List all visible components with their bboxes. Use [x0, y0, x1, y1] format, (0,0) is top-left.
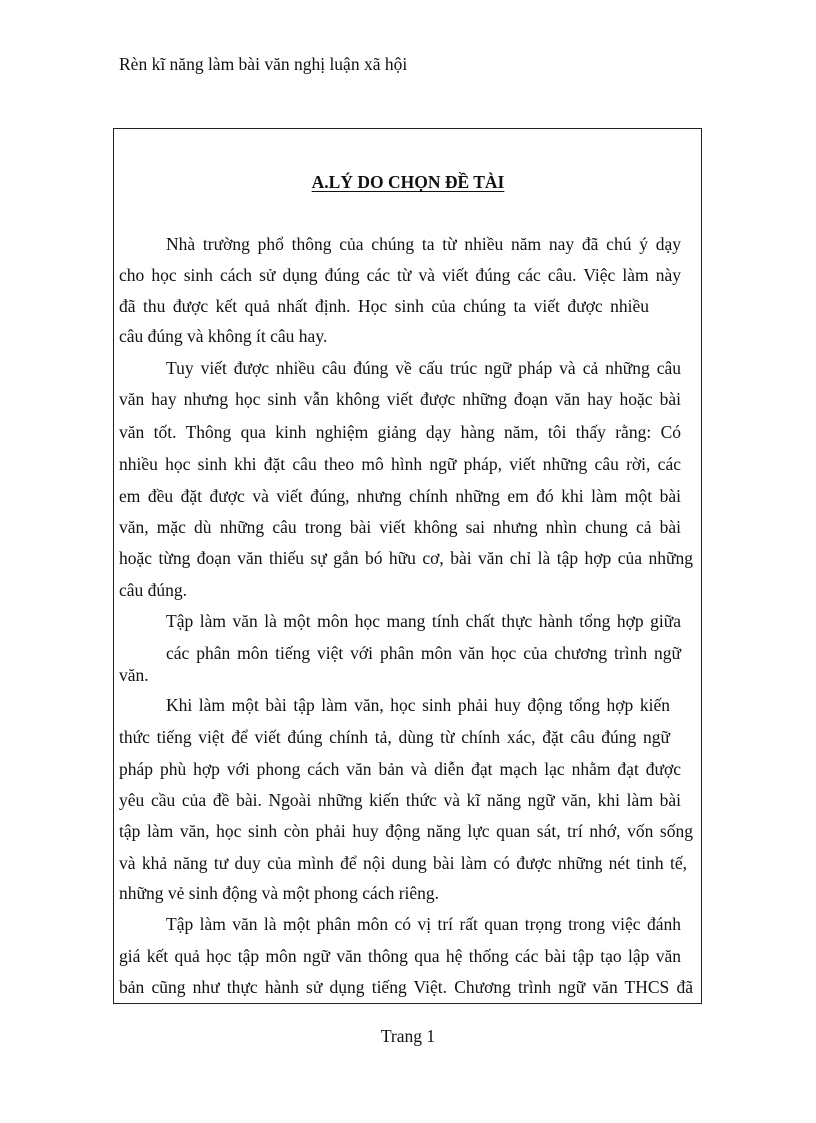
page-number: Trang 1 — [380, 1026, 436, 1046]
text-line: văn. — [119, 665, 149, 685]
text-line: pháp phù hợp với phong cách văn bản và diễn đạt mạch lạc nhằm đạt được — [119, 759, 681, 779]
text-line: những vẻ sinh động và một phong cách riêng. — [119, 883, 440, 903]
text-line: nhiều học sinh khi đặt câu theo mô hình ngữ pháp, viết những câu rời, các — [119, 454, 681, 474]
text-line: cho học sinh cách sử dụng đúng các từ và viết đúng các câu. Việc làm này — [119, 265, 681, 285]
text-line: đã thu được kết quả nhất định. Học sinh của chúng ta viết được nhiều — [119, 296, 649, 316]
text-line: câu đúng và không ít câu hay. — [119, 326, 328, 346]
text-line: Tuy viết được nhiều câu đúng về cấu trúc ngữ pháp và cả những câu — [166, 358, 681, 378]
text-line: văn, mặc dù những câu trong bài viết không sai nhưng nhìn chung cả bài — [119, 517, 681, 537]
text-line: văn tốt. Thông qua kinh nghiệm giảng dạy hàng năm, tôi thấy rằng: Có — [119, 422, 681, 442]
text-line: Nhà trường phổ thông của chúng ta từ nhiều năm nay đã chú ý dạy — [166, 234, 681, 254]
section-title: A.LÝ DO CHỌN ĐỀ TÀI — [311, 172, 505, 192]
text-line: bản cũng như thực hành sử dụng tiếng Việt. Chương trình ngữ văn THCS đã — [119, 977, 693, 997]
text-line: Tập làm văn là một môn học mang tính chất thực hành tổng hợp giữa — [166, 611, 681, 631]
text-line: tập làm văn, học sinh còn phải huy động năng lực quan sát, trí nhớ, vốn sống — [119, 821, 693, 841]
text-line: Tập làm văn là một phân môn có vị trí rất quan trọng trong việc đánh — [166, 914, 681, 934]
text-line: Khi làm một bài tập làm văn, học sinh phải huy động tổng hợp kiến — [166, 695, 670, 715]
text-line: em đều đặt được và viết đúng, nhưng chính những em đó khi làm một bài — [119, 486, 681, 506]
text-line: giá kết quả học tập môn ngữ văn thông qua hệ thống các bài tập tạo lập văn — [119, 946, 681, 966]
text-line: hoặc từng đoạn văn thiếu sự gắn bó hữu cơ, bài văn chỉ là tập hợp của những — [119, 548, 693, 568]
text-line: thức tiếng việt để viết đúng chính tả, dùng từ chính xác, đặt câu đúng ngữ — [119, 727, 670, 747]
text-line: câu đúng. — [119, 580, 188, 600]
text-line: yêu cầu của đề bài. Ngoài những kiến thức và kĩ năng ngữ văn, khi làm bài — [119, 790, 681, 810]
text-line: các phân môn tiếng việt với phân môn văn học của chương trình ngữ — [166, 643, 681, 663]
text-line: văn hay nhưng học sinh vẫn không viết được những đoạn văn hay hoặc bài — [119, 389, 681, 409]
running-header: Rèn kĩ năng làm bài văn nghị luận xã hội — [119, 54, 408, 74]
text-line: và khả năng tư duy của mình để nội dung bài làm có được những nét tinh tế, — [119, 853, 687, 873]
